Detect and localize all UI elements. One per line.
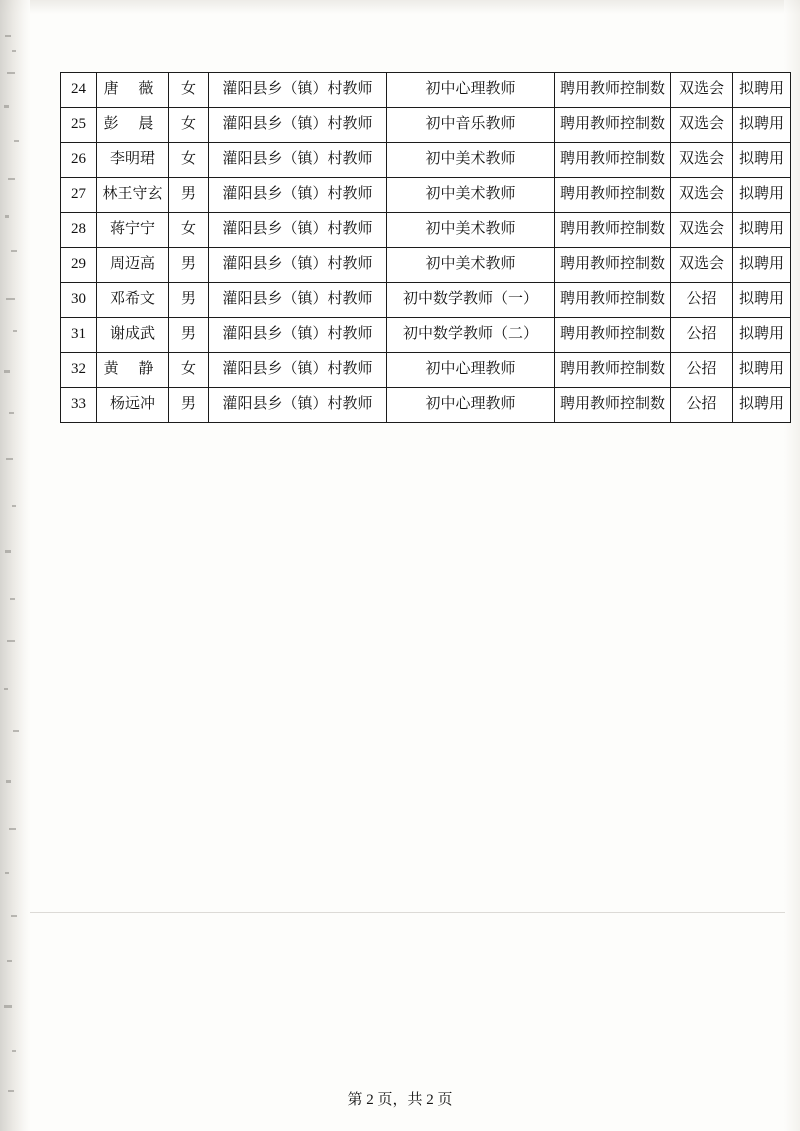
cell-no: 25 <box>61 108 97 143</box>
cell-sex: 男 <box>169 318 209 353</box>
cell-name: 周迈高 <box>97 248 169 283</box>
cell-sex: 女 <box>169 73 209 108</box>
cell-way: 双选会 <box>671 73 733 108</box>
cell-type: 聘用教师控制数 <box>555 108 671 143</box>
cell-name: 彭 晨 <box>97 108 169 143</box>
cell-way: 公招 <box>671 353 733 388</box>
cell-sex: 男 <box>169 248 209 283</box>
cell-type: 聘用教师控制数 <box>555 143 671 178</box>
cell-type: 聘用教师控制数 <box>555 388 671 423</box>
cell-name: 林王守玄 <box>97 178 169 213</box>
table-row <box>61 213 791 248</box>
cell-result: 拟聘用 <box>733 143 791 178</box>
cell-sex: 女 <box>169 213 209 248</box>
cell-unit: 灌阳县乡（镇）村教师 <box>209 318 387 353</box>
cell-unit: 灌阳县乡（镇）村教师 <box>209 283 387 318</box>
cell-no: 33 <box>61 388 97 423</box>
cell-post: 初中数学教师（一） <box>387 283 555 318</box>
table-row <box>61 73 791 108</box>
cell-post: 初中心理教师 <box>387 388 555 423</box>
cell-result: 拟聘用 <box>733 213 791 248</box>
cell-way: 双选会 <box>671 248 733 283</box>
cell-name: 李明珺 <box>97 143 169 178</box>
cell-no: 27 <box>61 178 97 213</box>
cell-result: 拟聘用 <box>733 353 791 388</box>
cell-way: 公招 <box>671 318 733 353</box>
cell-post: 初中美术教师 <box>387 213 555 248</box>
cell-type: 聘用教师控制数 <box>555 178 671 213</box>
table-row <box>61 283 791 318</box>
cell-sex: 男 <box>169 283 209 318</box>
cell-no: 28 <box>61 213 97 248</box>
roster-table-container <box>60 72 784 423</box>
cell-unit: 灌阳县乡（镇）村教师 <box>209 178 387 213</box>
table-row <box>61 178 791 213</box>
cell-no: 29 <box>61 248 97 283</box>
cell-type: 聘用教师控制数 <box>555 283 671 318</box>
cell-result: 拟聘用 <box>733 178 791 213</box>
cell-name: 蒋宁宁 <box>97 213 169 248</box>
table-row <box>61 108 791 143</box>
cell-way: 双选会 <box>671 143 733 178</box>
cell-unit: 灌阳县乡（镇）村教师 <box>209 248 387 283</box>
cell-sex: 女 <box>169 108 209 143</box>
scan-noise-speckles <box>2 10 28 1120</box>
cell-sex: 男 <box>169 178 209 213</box>
cell-type: 聘用教师控制数 <box>555 248 671 283</box>
cell-way: 双选会 <box>671 213 733 248</box>
cell-result: 拟聘用 <box>733 388 791 423</box>
cell-unit: 灌阳县乡（镇）村教师 <box>209 353 387 388</box>
table-row <box>61 248 791 283</box>
cell-type: 聘用教师控制数 <box>555 213 671 248</box>
cell-no: 32 <box>61 353 97 388</box>
cell-result: 拟聘用 <box>733 248 791 283</box>
cell-name: 唐 薇 <box>97 73 169 108</box>
cell-no: 31 <box>61 318 97 353</box>
roster-table-body <box>61 73 791 423</box>
cell-unit: 灌阳县乡（镇）村教师 <box>209 143 387 178</box>
cell-name: 邓希文 <box>97 283 169 318</box>
table-row <box>61 318 791 353</box>
cell-type: 聘用教师控制数 <box>555 73 671 108</box>
table-row <box>61 388 791 423</box>
cell-unit: 灌阳县乡（镇）村教师 <box>209 108 387 143</box>
roster-table <box>60 72 791 423</box>
cell-name: 黄 静 <box>97 353 169 388</box>
cell-unit: 灌阳县乡（镇）村教师 <box>209 213 387 248</box>
page-footer: 第 2 页，共 2 页 <box>347 1092 453 1108</box>
cell-type: 聘用教师控制数 <box>555 318 671 353</box>
cell-no: 30 <box>61 283 97 318</box>
cell-name: 杨远冲 <box>97 388 169 423</box>
cell-result: 拟聘用 <box>733 318 791 353</box>
cell-no: 24 <box>61 73 97 108</box>
cell-type: 聘用教师控制数 <box>555 353 671 388</box>
cell-sex: 女 <box>169 143 209 178</box>
cell-post: 初中美术教师 <box>387 143 555 178</box>
cell-way: 双选会 <box>671 108 733 143</box>
cell-way: 公招 <box>671 283 733 318</box>
table-row <box>61 143 791 178</box>
cell-sex: 男 <box>169 388 209 423</box>
cell-sex: 女 <box>169 353 209 388</box>
cell-name: 谢成武 <box>97 318 169 353</box>
cell-post: 初中心理教师 <box>387 73 555 108</box>
cell-post: 初中数学教师（二） <box>387 318 555 353</box>
cell-result: 拟聘用 <box>733 108 791 143</box>
cell-way: 双选会 <box>671 178 733 213</box>
cell-post: 初中美术教师 <box>387 248 555 283</box>
table-row <box>61 353 791 388</box>
cell-result: 拟聘用 <box>733 283 791 318</box>
scan-edge-top <box>0 0 800 14</box>
cell-post: 初中音乐教师 <box>387 108 555 143</box>
cell-no: 26 <box>61 143 97 178</box>
cell-post: 初中心理教师 <box>387 353 555 388</box>
cell-unit: 灌阳县乡（镇）村教师 <box>209 388 387 423</box>
cell-way: 公招 <box>671 388 733 423</box>
page-fold-line <box>30 912 785 913</box>
cell-post: 初中美术教师 <box>387 178 555 213</box>
cell-result: 拟聘用 <box>733 73 791 108</box>
cell-unit: 灌阳县乡（镇）村教师 <box>209 73 387 108</box>
